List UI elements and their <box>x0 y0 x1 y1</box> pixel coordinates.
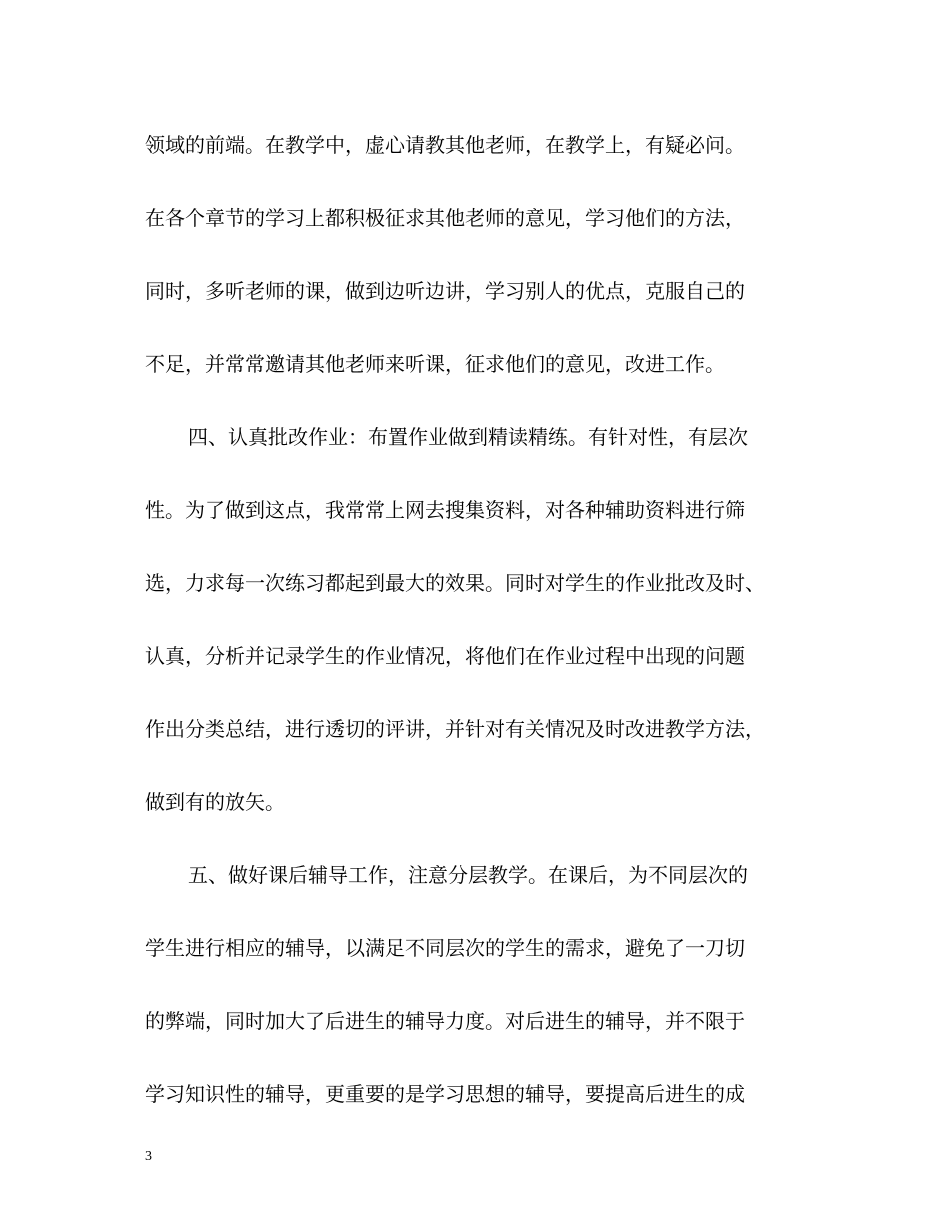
text-line: 领域的前端。在教学中，虚心请教其他老师，在教学上，有疑必问。 <box>145 133 745 157</box>
text-line: 性。为了做到这点，我常常上网去搜集资料，对各种辅助资料进行筛 <box>145 498 745 522</box>
text-line: 选，力求每一次练习都起到最大的效果。同时对学生的作业批改及时、 <box>145 571 765 595</box>
page-number: 3 <box>145 1149 152 1164</box>
text-line: 的弊端，同时加大了后进生的辅导力度。对后进生的辅导，并不限于 <box>145 1009 745 1033</box>
text-line: 同时，多听老师的课，做到边听边讲，学习别人的优点，克服自己的 <box>145 279 745 303</box>
paragraph-start-line: 四、认真批改作业：布置作业做到精读精练。有针对性，有层次 <box>188 425 748 449</box>
text-line: 学习知识性的辅导，更重要的是学习思想的辅导，要提高后进生的成 <box>145 1082 745 1106</box>
text-line: 不足，并常常邀请其他老师来听课，征求他们的意见，改进工作。 <box>145 352 725 376</box>
text-line: 作出分类总结，进行透切的评讲，并针对有关情况及时改进教学方法， <box>145 717 765 741</box>
text-line: 学生进行相应的辅导，以满足不同层次的学生的需求，避免了一刀切 <box>145 936 745 960</box>
text-line: 做到有的放矢。 <box>145 790 285 814</box>
text-line: 在各个章节的学习上都积极征求其他老师的意见，学习他们的方法， <box>145 206 745 230</box>
text-line: 认真，分析并记录学生的作业情况，将他们在作业过程中出现的问题 <box>145 644 745 668</box>
paragraph-start-line: 五、做好课后辅导工作，注意分层教学。在课后，为不同层次的 <box>188 863 748 887</box>
